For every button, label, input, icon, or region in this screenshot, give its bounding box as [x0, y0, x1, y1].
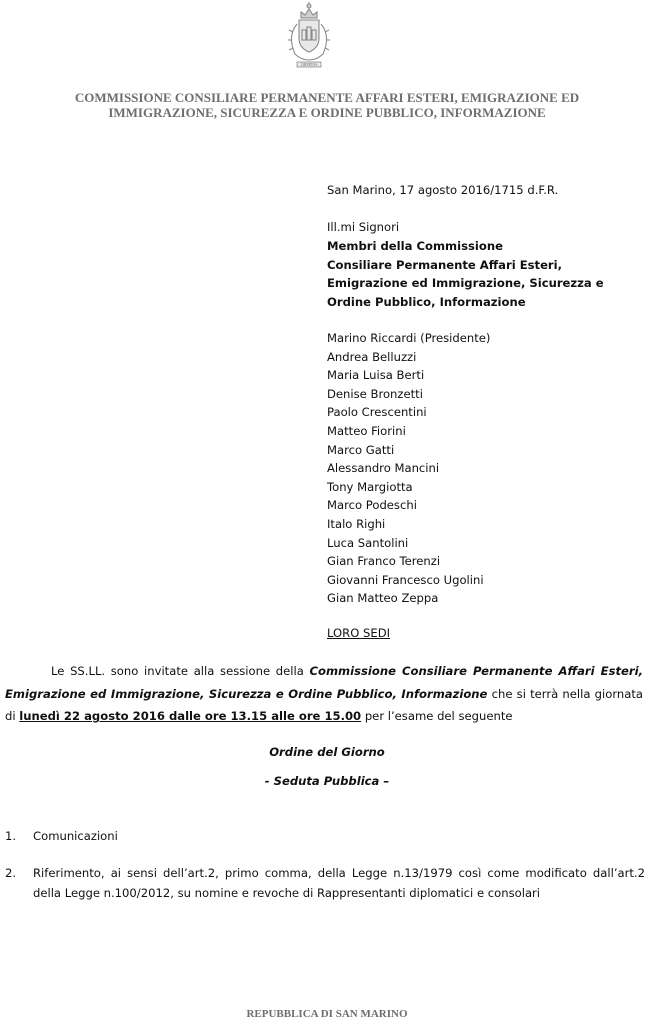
body-text-part-2: che si terrà nella giornata di	[5, 686, 643, 723]
member-name: Marco Podeschi	[327, 498, 417, 513]
member-name: Marino Riccardi (Presidente)	[327, 331, 491, 345]
invitation-paragraph	[5, 660, 643, 728]
recipient-block	[327, 218, 647, 608]
header-title-line-2: IMMIGRAZIONE, SICUREZZA E ORDINE PUBBLICO, INFORMAZIONE	[108, 105, 546, 120]
san-marino-coat-of-arms-emblem	[279, 0, 339, 74]
member-name: Andrea Belluzzi	[327, 349, 417, 364]
member-name: Gian Franco Terenzi	[327, 554, 441, 569]
recipient-group-line: Membri della Commissione	[327, 239, 503, 253]
emblem-motto: LIBERTAS	[300, 63, 318, 67]
member-name: Marco Gatti	[327, 442, 395, 457]
recipient-group	[327, 237, 647, 311]
date-line: San Marino, 17 agosto 2016/1715 d.F.R.	[327, 183, 559, 197]
agenda-item-text: Riferimento, ai sensi dell’art.2, primo comma, della Legge n.13/1979 così come modificato dall’art.2 della Legge n.100/2012, su nomine e revoche di Rappresentanti diplomatici e consolari	[33, 866, 645, 900]
member-name: Paolo Crescentini	[327, 405, 427, 420]
member-name: Gian Matteo Zeppa	[327, 591, 439, 606]
body-text-part-3: per l’esame del seguente	[361, 709, 513, 723]
loro-sedi: LORO SEDI	[327, 626, 391, 640]
agenda-title: Ordine del Giorno	[269, 745, 385, 759]
member-name: Alessandro Mancini	[327, 461, 440, 476]
recipient-group-line: Emigrazione ed Immigrazione, Sicurezza e	[327, 276, 604, 290]
body-text-part-1: Le SS.LL. sono invitate alla sessione della	[51, 664, 310, 678]
agenda-item	[5, 863, 645, 903]
member-name: Denise Bronzetti	[327, 386, 423, 401]
member-name: Matteo Fiorini	[327, 423, 406, 438]
recipient-group-line: Consiliare Permanente Affari Esteri,	[327, 257, 563, 272]
session-type: - Seduta Pubblica –	[264, 774, 390, 788]
commission-header-title	[0, 90, 654, 120]
agenda-item	[5, 826, 645, 846]
commission-name: Commissione Consiliare Permanente Affari Esteri, Emigrazione ed Immigrazione, Sicurezza e Ordine Pubblico, Informazione	[5, 664, 643, 701]
member-name: Giovanni Francesco Ugolini	[327, 572, 484, 587]
agenda-item-number: 2.	[5, 866, 17, 880]
recipient-group-line: Ordine Pubblico, Informazione	[327, 294, 526, 309]
member-name: Maria Luisa Berti	[327, 368, 425, 383]
member-name: Luca Santolini	[327, 535, 409, 550]
header-title-line-1: COMMISSIONE CONSILIARE PERMANENTE AFFARI ESTERI, EMIGRAZIONE ED	[74, 90, 580, 105]
agenda-item-text: Comunicazioni	[33, 829, 118, 843]
salutation: Ill.mi Signori	[327, 220, 400, 234]
member-name: Tony Margiotta	[327, 479, 413, 494]
member-name: Italo Righi	[327, 516, 386, 531]
agenda-item-number: 1.	[5, 829, 17, 843]
meeting-time: lunedì 22 agosto 2016 dalle ore 13.15 alle ore 15.00	[19, 709, 362, 723]
member-list	[327, 329, 647, 608]
footer: REPUBBLICA DI SAN MARINO	[246, 1008, 408, 1020]
